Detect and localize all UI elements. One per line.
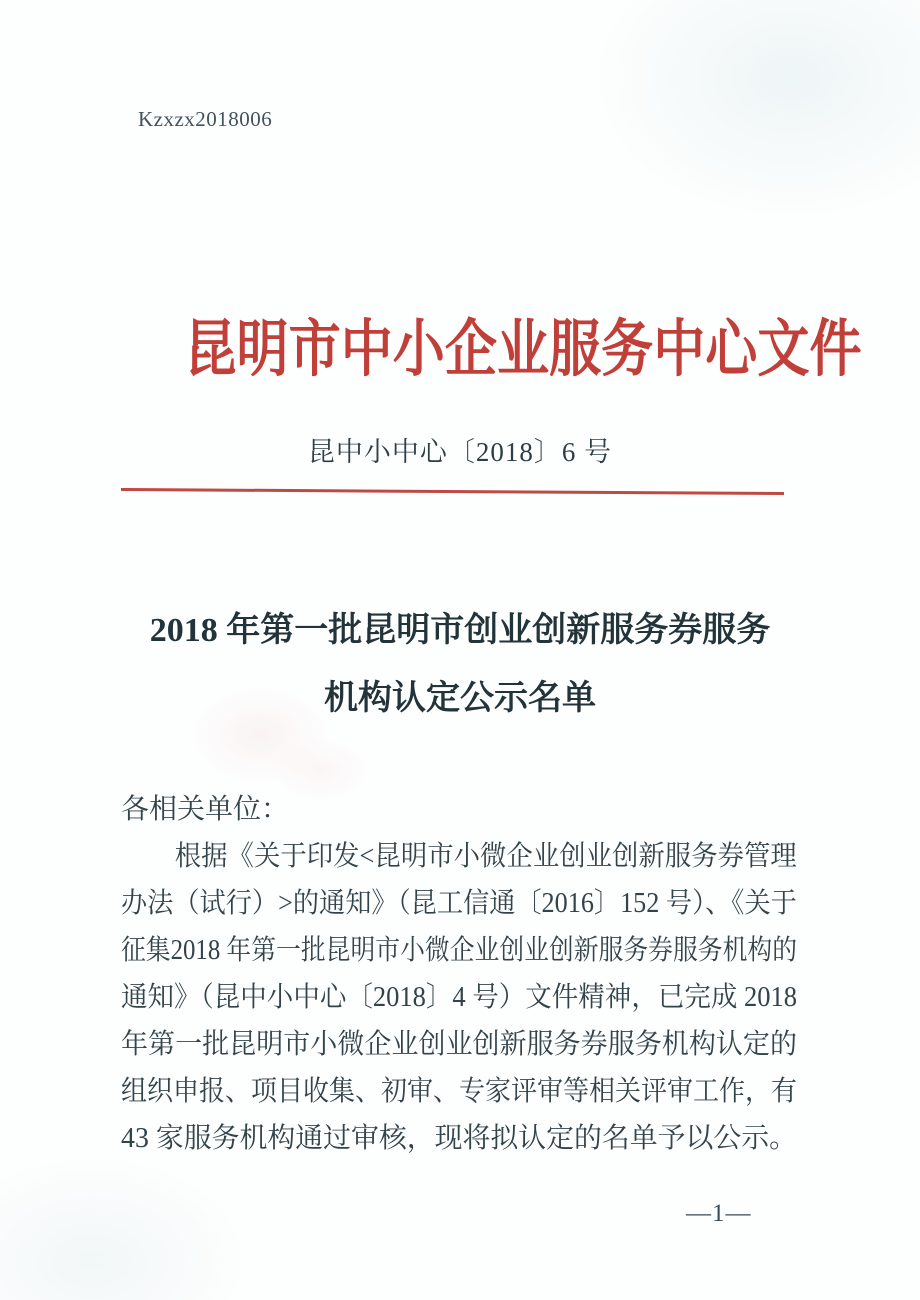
body-line: 办法（试行）>的通知》（昆工信通〔2016〕152 号）、《关于 — [121, 888, 797, 919]
doc-title-line2: 机构认定公示名单 — [324, 680, 596, 717]
body-line: 征集2018 年第一批昆明市小微企业创业创新服务券服务机构的 — [121, 935, 798, 966]
body-line: 通知》（昆中小中心〔2018〕4 号）文件精神，已完成 2018 — [121, 982, 798, 1013]
org-title-text: 昆明市中小企业服务中心文件 — [184, 316, 862, 384]
body-line: 根据《关于印发<昆明市小微企业创业创新服务券管理 — [174, 841, 797, 872]
archive-code: Kzxzx2018006 — [138, 107, 273, 131]
body-paragraph — [121, 786, 797, 1162]
red-divider-line — [121, 488, 784, 495]
doc-number: 昆中小中心〔2018〕6 号 — [307, 437, 613, 467]
body-line: 组织申报、项目收集、初审、专家评审等相关评审工作，有 — [121, 1076, 798, 1107]
body-line: 43 家服务机构通过审核，现将拟认定的名单予以公示。 — [121, 1123, 798, 1154]
page-number: —1— — [686, 1200, 752, 1227]
salutation: 各相关单位： — [121, 794, 290, 825]
doc-title — [130, 597, 790, 733]
org-title — [120, 308, 862, 408]
body-line: 年第一批昆明市小微企业创业创新服务券服务机构认定的 — [121, 1029, 798, 1060]
doc-title-line1: 2018 年第一批昆明市创业创新服务券服务 — [149, 612, 771, 649]
